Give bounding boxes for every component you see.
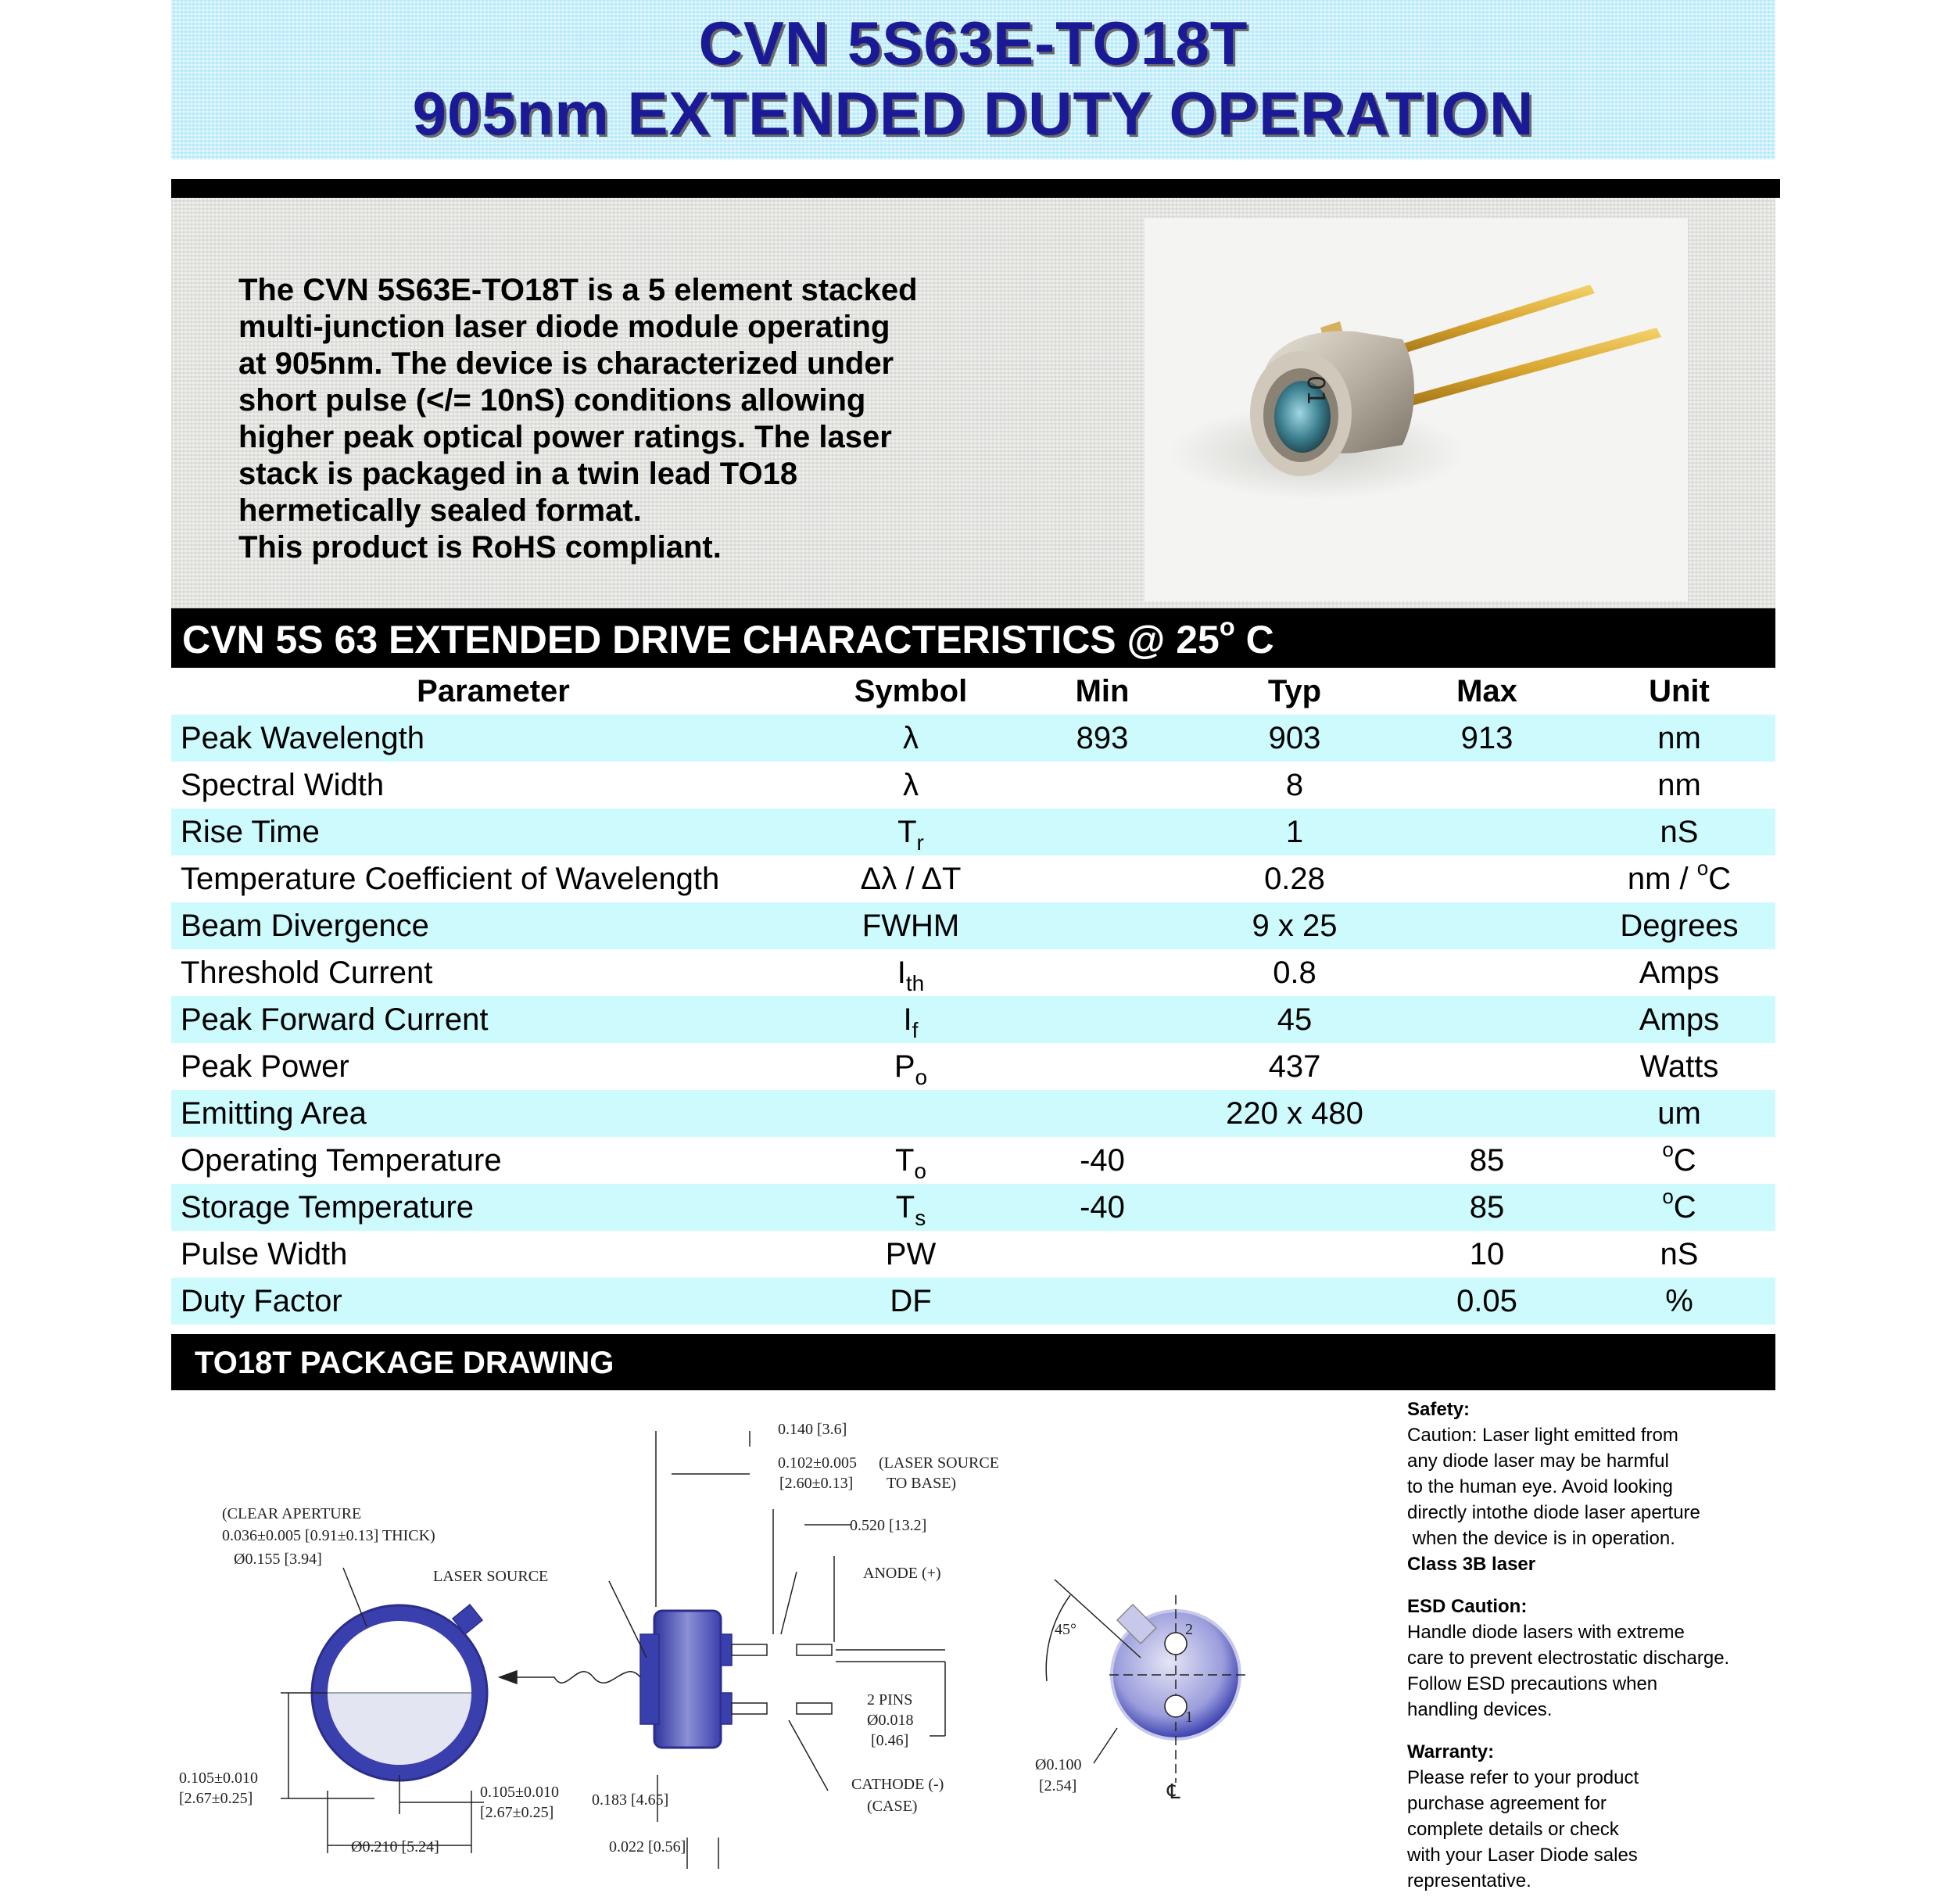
degree-mark: o: [1219, 612, 1235, 641]
label-cathode-2: (CASE): [867, 1798, 918, 1815]
cell-symbol: [815, 715, 1006, 762]
characteristics-heading: [171, 608, 1775, 668]
cell-symbol: [815, 1231, 1006, 1278]
label-dim-022: 0.022 [0.56]: [609, 1838, 686, 1856]
cell-max: 85: [1391, 1184, 1583, 1231]
cell-parameter: Peak Wavelength: [171, 715, 815, 762]
cell-symbol: [815, 1137, 1006, 1184]
cell-unit: [1583, 1137, 1775, 1184]
cell-typ: 0.8: [1273, 955, 1316, 990]
centerline-icon: ℄: [1167, 1780, 1180, 1803]
label-dia-155: Ø0.155 [3.94]: [234, 1551, 322, 1568]
label-dim-183: 0.183 [4.65]: [592, 1791, 669, 1809]
cell-unit: [1583, 855, 1775, 902]
label-laser-source: LASER SOURCE: [433, 1568, 549, 1585]
cell-typ: 8: [1285, 767, 1304, 802]
esd-line: Follow ESD precautions when: [1407, 1673, 1658, 1694]
symbol-text: PW: [885, 1236, 937, 1271]
esd-heading: ESD Caution:: [1407, 1596, 1528, 1617]
cell-parameter: Rise Time: [171, 809, 815, 855]
cell-max: [1391, 1090, 1583, 1137]
header-divider: [171, 179, 1780, 198]
cell-parameter: Storage Temperature: [171, 1184, 815, 1231]
cell-parameter: Peak Forward Current: [171, 996, 815, 1043]
cell-min: [1006, 1043, 1198, 1090]
cell-typ: 45: [1198, 996, 1391, 1043]
safety-class: Class 3B laser: [1407, 1554, 1536, 1575]
cell-unit: [1583, 1231, 1775, 1278]
cell-typ: [1198, 1278, 1391, 1325]
characteristics-title: CVN 5S 63 EXTENDED DRIVE CHARACTERISTICS @ 25: [182, 618, 1220, 662]
label-clear-aperture-1: (CLEAR APERTURE: [222, 1505, 362, 1522]
label-dia-100-1: Ø0.100: [1035, 1756, 1082, 1773]
label-dim-102-1: 0.102±0.005: [778, 1454, 857, 1472]
cell-max: [1391, 1043, 1583, 1090]
unit-text: nm: [1657, 720, 1701, 755]
intro-line: hermetically sealed format.: [238, 493, 642, 528]
laser-diode-photo: [1145, 218, 1688, 601]
unit-text: Amps: [1639, 1002, 1720, 1037]
unit-degree: o: [1696, 855, 1709, 880]
column-header-max: Max: [1456, 673, 1517, 708]
cell-parameter: Threshold Current: [181, 955, 433, 990]
page-title: CVN 5S63E-TO18T: [698, 9, 1248, 77]
symbol-subscript: o: [914, 1158, 926, 1183]
label-dim-102-2: [2.60±0.13]: [779, 1475, 854, 1492]
cell-max: [1391, 809, 1583, 855]
label-pin-1: 1: [1185, 1709, 1193, 1726]
column-header-min: Min: [1075, 673, 1130, 708]
intro-line: This product is RoHS compliant.: [238, 530, 722, 565]
intro-line: multi-junction laser diode module operating: [238, 310, 890, 344]
cell-typ: 903: [1198, 715, 1391, 762]
symbol-text: FWHM: [862, 908, 960, 943]
page-subtitle: 905nm EXTENDED DUTY OPERATION: [412, 79, 1535, 148]
label-dim-520: 0.520 [13.2]: [850, 1517, 927, 1534]
package-drawing: [171, 1400, 1391, 1900]
intro-line: at 905nm. The device is characterized under: [238, 346, 894, 381]
label-angle-45: 45°: [1055, 1621, 1076, 1638]
symbol-text: P: [894, 1049, 915, 1084]
cell-unit: [1583, 762, 1775, 809]
intro-line: short pulse (</= 10nS) conditions allowing: [238, 383, 866, 418]
unit-degree: o: [1662, 1184, 1674, 1208]
symbol-text: I: [897, 955, 906, 990]
cell-min: 893: [1006, 715, 1198, 762]
table-row: [171, 902, 1775, 949]
label-dim-105-left-2: [2.67±0.25]: [179, 1790, 253, 1807]
table-row: [171, 949, 1775, 996]
symbol-text: Δλ / ΔT: [860, 861, 962, 896]
table-row: [171, 762, 1775, 809]
safety-line: when the device is in operation.: [1407, 1528, 1675, 1549]
symbol-text: λ: [903, 767, 919, 802]
cell-min: [1006, 762, 1198, 809]
label-pins-1: 2 PINS: [867, 1691, 913, 1709]
label-dia-100-2: [2.54]: [1039, 1777, 1077, 1795]
cell-symbol: [815, 902, 1006, 949]
intro-line: The CVN 5S63E-TO18T is a 5 element stacked: [238, 273, 918, 307]
cell-min: [1006, 996, 1198, 1043]
unit-text: Degrees: [1620, 908, 1739, 943]
symbol-subscript: f: [912, 1017, 919, 1042]
label-pins-2: Ø0.018: [867, 1712, 914, 1729]
unit-prefix: nm /: [1627, 861, 1697, 896]
cell-parameter: Peak Power: [181, 1049, 349, 1084]
cell-max: [1391, 902, 1583, 949]
cell-symbol: [815, 855, 1006, 902]
cell-min: [1006, 1090, 1198, 1137]
cell-typ: [1198, 1231, 1391, 1278]
safety-line: any diode laser may be harmful: [1407, 1450, 1669, 1472]
table-row: [171, 855, 1775, 902]
esd-line: Handle diode lasers with extreme: [1407, 1622, 1685, 1643]
esd-line: handling devices.: [1407, 1699, 1553, 1720]
warranty-heading: Warranty:: [1407, 1741, 1495, 1762]
cell-symbol: [815, 762, 1006, 809]
cell-min: -40: [1006, 1184, 1198, 1231]
symbol-text: T: [895, 1189, 915, 1225]
column-header-unit: Unit: [1649, 673, 1710, 708]
label-pin-2: 2: [1185, 1621, 1193, 1638]
package-drawing-svg: [171, 1400, 1391, 1900]
label-cathode-1: CATHODE (-): [851, 1776, 944, 1793]
table-row: [171, 1231, 1775, 1278]
package-heading: TO18T PACKAGE DRAWING: [171, 1334, 1775, 1390]
unit-text: Watts: [1639, 1049, 1719, 1084]
unit-text: nS: [1660, 1236, 1699, 1271]
cell-unit: [1583, 1184, 1775, 1231]
unit-text: %: [1665, 1283, 1693, 1318]
table-header-row: [171, 668, 1775, 715]
cell-parameter: Pulse Width: [181, 1236, 348, 1271]
cell-max: 0.05: [1391, 1278, 1583, 1325]
cell-typ: 1: [1198, 809, 1391, 855]
cell-symbol: [815, 949, 1006, 996]
cell-min: [1006, 1278, 1198, 1325]
unit-text: nS: [1660, 814, 1699, 849]
cell-symbol: [815, 1043, 1006, 1090]
warranty-line: with your Laser Diode sales: [1407, 1845, 1638, 1866]
cell-max: [1391, 762, 1583, 809]
unit-text: C: [1673, 1189, 1696, 1225]
safety-heading: Safety:: [1407, 1399, 1471, 1420]
label-dim-105-mid-2: [2.67±0.25]: [480, 1804, 554, 1821]
cell-symbol: [815, 1184, 1006, 1231]
label-dim-105-left-1: 0.105±0.010: [179, 1770, 258, 1787]
unit-text: nm: [1657, 767, 1701, 802]
column-header-symbol: Symbol: [854, 673, 968, 708]
safety-line: Caution: Laser light emitted from: [1407, 1425, 1678, 1446]
table-row: [171, 715, 1775, 762]
warranty-line: purchase agreement for: [1407, 1793, 1607, 1814]
unit-text: C: [1708, 861, 1732, 896]
cell-unit: [1583, 1090, 1775, 1137]
unit-degree: o: [1662, 1137, 1674, 1161]
safety-line: to the human eye. Avoid looking: [1407, 1476, 1673, 1497]
cell-max: [1391, 855, 1583, 902]
cell-parameter: Duty Factor: [171, 1278, 815, 1325]
intro-line: stack is packaged in a twin lead TO18: [238, 457, 798, 491]
unit-text: Amps: [1639, 955, 1720, 990]
cell-unit: [1583, 809, 1775, 855]
cell-min: [1006, 902, 1198, 949]
label-dim-140: 0.140 [3.6]: [778, 1421, 847, 1438]
table-row: [171, 1278, 1775, 1325]
intro-line: higher peak optical power ratings. The laser: [238, 420, 892, 454]
cell-max: 10: [1469, 1236, 1505, 1271]
cell-unit: [1583, 949, 1775, 996]
cell-parameter: Spectral Width: [181, 767, 385, 802]
cell-max: 85: [1469, 1142, 1505, 1178]
cell-typ: 437: [1268, 1049, 1321, 1084]
cell-symbol: [815, 996, 1006, 1043]
cell-unit: [1583, 902, 1775, 949]
warranty-line: Please refer to your product: [1407, 1767, 1639, 1788]
table-body: [171, 715, 1775, 1325]
label-laser-to-base-1: (LASER SOURCE: [879, 1454, 999, 1472]
cell-parameter: Temperature Coefficient of Wavelength: [181, 861, 720, 896]
symbol-text: T: [897, 814, 917, 849]
table-row: [171, 996, 1775, 1043]
column-header-typ: Typ: [1267, 673, 1322, 708]
label-laser-to-base-2: TO BASE): [887, 1475, 957, 1492]
cell-unit: [1583, 996, 1775, 1043]
cell-typ: 220 x 480: [1198, 1090, 1391, 1137]
cell-max: [1391, 996, 1583, 1043]
label-dim-105-mid-1: 0.105±0.010: [480, 1784, 559, 1801]
symbol-text: DF: [890, 1283, 932, 1318]
table-row: [171, 1184, 1775, 1231]
symbol-subscript: s: [915, 1205, 926, 1230]
table-row: [171, 1043, 1775, 1090]
cell-unit: [1583, 715, 1775, 762]
label-pins-3: [0.46]: [871, 1732, 909, 1749]
cell-symbol: [815, 809, 1006, 855]
cell-typ: 0.28: [1264, 861, 1325, 896]
cell-typ: [1198, 1184, 1391, 1231]
safety-line: directly intothe diode laser aperture: [1407, 1502, 1700, 1523]
cell-min: [1006, 855, 1198, 902]
label-clear-aperture-2: 0.036±0.005 [0.91±0.13] THICK): [222, 1527, 435, 1544]
symbol-subscript: th: [905, 970, 925, 995]
label-anode: ANODE (+): [863, 1565, 941, 1582]
cell-unit: [1583, 1043, 1775, 1090]
cell-min: -40: [1080, 1142, 1125, 1178]
cell-min: [1006, 949, 1198, 996]
cell-min: [1006, 809, 1198, 855]
cell-typ: [1198, 1137, 1391, 1184]
esd-line: care to prevent electrostatic discharge.: [1407, 1648, 1730, 1669]
cell-typ: 9 x 25: [1198, 902, 1391, 949]
table-row: [171, 1090, 1775, 1137]
unit-text: C: [1673, 1142, 1696, 1178]
label-dia-210: Ø0.210 [5.24]: [351, 1838, 439, 1856]
characteristics-table: [171, 668, 1775, 1325]
product-photo: [1145, 218, 1688, 601]
table-row: [171, 809, 1775, 855]
cell-parameter: Beam Divergence: [171, 902, 815, 949]
cell-max: 913: [1391, 715, 1583, 762]
column-header-parameter: Parameter: [417, 673, 570, 708]
photo-marking: 01: [1302, 375, 1329, 406]
warranty-line: representative.: [1407, 1870, 1531, 1891]
unit-text: um: [1657, 1095, 1701, 1131]
bottom-view: [1046, 1579, 1250, 1783]
characteristics-unit: C: [1234, 618, 1274, 662]
table-row: [171, 1137, 1775, 1184]
cell-max: [1391, 949, 1583, 996]
cell-min: [1006, 1231, 1198, 1278]
cell-parameter: Emitting Area: [171, 1090, 815, 1137]
symbol-text: T: [894, 1142, 915, 1178]
cell-symbol: [815, 1278, 1006, 1325]
title-banner: [171, 0, 1775, 160]
cell-symbol: [815, 1090, 1006, 1137]
cell-parameter: Operating Temperature: [181, 1142, 502, 1178]
symbol-subscript: r: [916, 830, 924, 855]
symbol-subscript: o: [915, 1064, 928, 1089]
notes-column: [1407, 1397, 1775, 1894]
warranty-line: complete details or check: [1407, 1819, 1619, 1840]
cell-unit: [1583, 1278, 1775, 1325]
symbol-text: I: [903, 1002, 912, 1037]
symbol-text: λ: [903, 720, 919, 755]
intro-panel: [171, 198, 1775, 608]
intro-description: [238, 272, 942, 566]
